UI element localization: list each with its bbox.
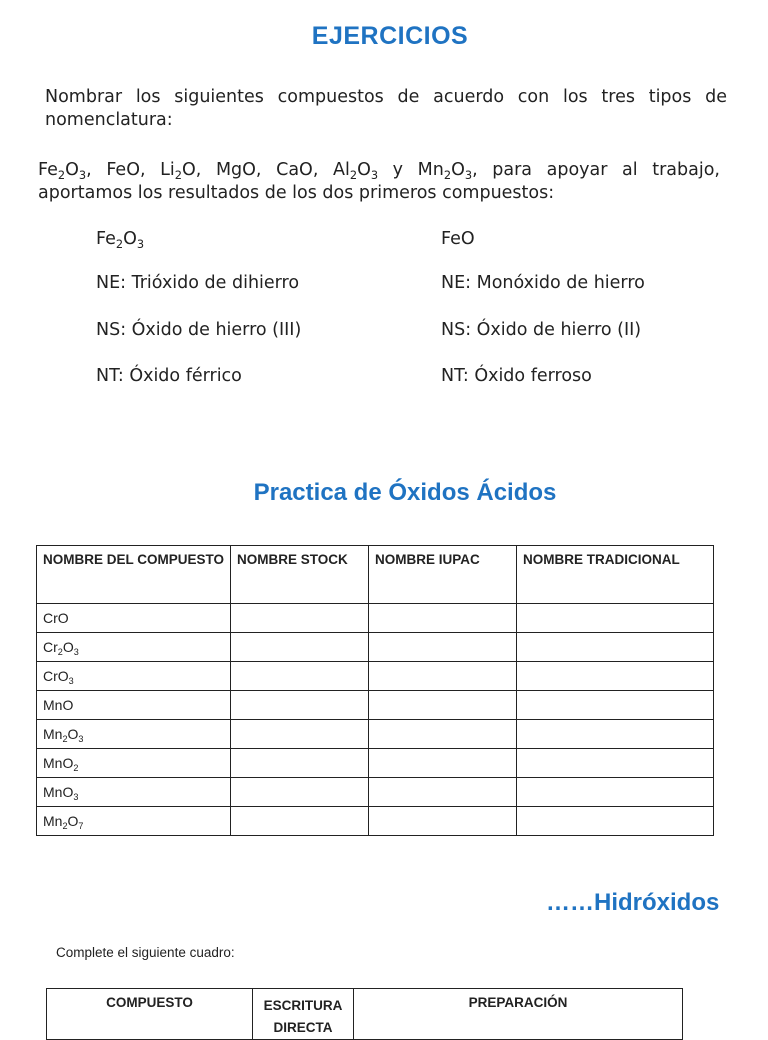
section-title-hidroxidos: ……Hidróxidos xyxy=(546,889,720,916)
example-left-formula: $Fe_2O_3$ xyxy=(96,229,145,251)
answer-cell-tradicional[interactable] xyxy=(517,662,714,691)
formula-item: $Mn_2O_3$, xyxy=(417,160,478,182)
example-right-nt: NT: Óxido ferroso xyxy=(441,366,592,386)
header-compuesto: COMPUESTO xyxy=(47,989,253,1040)
table-row xyxy=(37,720,714,749)
formula-item: $Fe_2O_3$, xyxy=(38,160,107,182)
answer-cell-tradicional[interactable] xyxy=(517,778,714,807)
answer-cell-stock[interactable] xyxy=(231,691,369,720)
intro-paragraph: Nombrar los siguientes compuestos de acuerdo con los tres tipos de nomenclatura: xyxy=(45,87,727,130)
example-left-ne: NE: Trióxido de dihierro xyxy=(96,273,300,293)
header-nombre-stock: NOMBRE STOCK xyxy=(231,546,369,604)
section-title-oxidos: Practica de Óxidos Ácidos xyxy=(253,479,557,506)
hidroxidos-table xyxy=(46,988,683,1040)
compound-cell: $Cr_2O_3$ xyxy=(37,633,231,662)
compound-cell: MnO xyxy=(37,691,231,720)
example-left-ns: NS: Óxido de hierro (III) xyxy=(96,320,302,340)
example-right-formula: FeO xyxy=(441,229,475,249)
instruction-text: Complete el siguiente cuadro: xyxy=(56,945,235,960)
oxidos-table xyxy=(36,545,714,836)
compound-cell: MnO$_2$ xyxy=(37,749,231,778)
answer-cell-iupac[interactable] xyxy=(369,720,517,749)
answer-cell-stock[interactable] xyxy=(231,807,369,836)
answer-cell-stock[interactable] xyxy=(231,604,369,633)
answer-cell-stock[interactable] xyxy=(231,749,369,778)
compound-cell: $Mn_2O_7$ xyxy=(37,807,231,836)
formulas-paragraph xyxy=(38,159,720,205)
answer-cell-stock[interactable] xyxy=(231,778,369,807)
page-title: EJERCICIOS xyxy=(311,22,469,50)
table-row xyxy=(37,662,714,691)
header-nombre-tradicional: NOMBRE TRADICIONAL xyxy=(517,546,714,604)
header-nombre-iupac: NOMBRE IUPAC xyxy=(369,546,517,604)
table-row xyxy=(37,778,714,807)
answer-cell-iupac[interactable] xyxy=(369,807,517,836)
formulas-tail: para apoyar al trabajo, aportamos los resultados de los dos primeros compuestos: xyxy=(38,160,720,203)
answer-cell-tradicional[interactable] xyxy=(517,749,714,778)
header-preparacion: PREPARACIÓN xyxy=(354,989,683,1040)
answer-cell-stock[interactable] xyxy=(231,662,369,691)
formula-item: $Al_2O_3$ y xyxy=(332,160,418,182)
table-row xyxy=(37,807,714,836)
table-row xyxy=(37,604,714,633)
table-row xyxy=(37,633,714,662)
example-left-nt: NT: Óxido férrico xyxy=(96,366,242,386)
example-right-ns: NS: Óxido de hierro (II) xyxy=(441,320,642,340)
formula-item: MgO, CaO, xyxy=(215,160,333,180)
compound-cell: CrO$_3$ xyxy=(37,662,231,691)
answer-cell-tradicional[interactable] xyxy=(517,604,714,633)
table-row xyxy=(37,691,714,720)
answer-cell-tradicional[interactable] xyxy=(517,633,714,662)
answer-cell-tradicional[interactable] xyxy=(517,691,714,720)
formula-item: $Li_2O$, xyxy=(160,160,216,182)
answer-cell-iupac[interactable] xyxy=(369,604,517,633)
answer-cell-stock[interactable] xyxy=(231,633,369,662)
example-right-ne: NE: Monóxido de hierro xyxy=(441,273,645,293)
compound-cell: MnO$_3$ xyxy=(37,778,231,807)
table-row xyxy=(37,749,714,778)
answer-cell-iupac[interactable] xyxy=(369,662,517,691)
answer-cell-iupac[interactable] xyxy=(369,778,517,807)
answer-cell-iupac[interactable] xyxy=(369,691,517,720)
header-escritura-directa: ESCRITURA DIRECTA xyxy=(253,989,354,1040)
formula-item: FeO, xyxy=(106,160,161,180)
answer-cell-iupac[interactable] xyxy=(369,749,517,778)
answer-cell-stock[interactable] xyxy=(231,720,369,749)
header-nombre-compuesto: NOMBRE DEL COMPUESTO xyxy=(37,546,231,604)
compound-cell: $Mn_2O_3$ xyxy=(37,720,231,749)
answer-cell-tradicional[interactable] xyxy=(517,807,714,836)
answer-cell-iupac[interactable] xyxy=(369,633,517,662)
answer-cell-tradicional[interactable] xyxy=(517,720,714,749)
compound-cell: CrO xyxy=(37,604,231,633)
